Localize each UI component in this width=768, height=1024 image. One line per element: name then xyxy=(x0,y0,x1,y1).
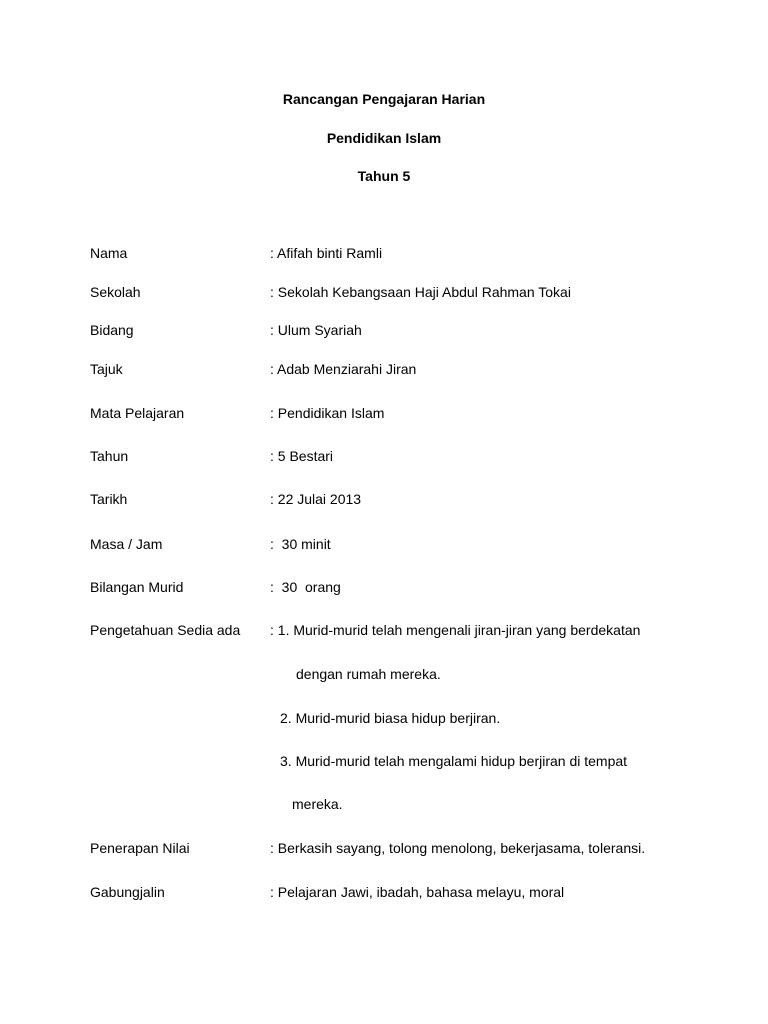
field-value-pengetahuan-item3: 3. Murid-murid telah mengalami hidup berjiran di tempat xyxy=(280,753,628,769)
field-value-tahun: : 5 Bestari xyxy=(270,448,334,464)
field-value-pengetahuan-item1-cont: dengan rumah mereka. xyxy=(296,666,441,682)
document-year: Tahun 5 xyxy=(357,168,411,184)
field-label-mata-pelajaran: Mata Pelajaran xyxy=(90,405,185,421)
field-label-penerapan: Penerapan Nilai xyxy=(90,840,190,856)
document-title: Rancangan Pengajaran Harian xyxy=(282,91,486,107)
field-value-bidang: : Ulum Syariah xyxy=(270,322,362,338)
field-value-pengetahuan-item2: 2. Murid-murid biasa hidup berjiran. xyxy=(280,710,501,726)
field-label-pengetahuan: Pengetahuan Sedia ada xyxy=(90,622,241,638)
field-value-pengetahuan-item1: : 1. Murid-murid telah mengenali jiran-jiran yang berdekatan xyxy=(270,622,641,638)
field-label-tarikh: Tarikh xyxy=(90,491,128,507)
field-label-sekolah: Sekolah xyxy=(90,284,141,300)
field-label-masa: Masa / Jam xyxy=(90,536,163,552)
field-value-tajuk: : Adab Menziarahi Jiran xyxy=(270,361,417,377)
field-label-tajuk: Tajuk xyxy=(90,361,123,377)
field-label-bilangan: Bilangan Murid xyxy=(90,579,184,595)
field-value-gabungjalin: : Pelajaran Jawi, ibadah, bahasa melayu, moral xyxy=(270,884,565,900)
field-value-tarikh: : 22 Julai 2013 xyxy=(270,491,362,507)
field-label-nama: Nama xyxy=(90,245,128,261)
document-subject: Pendidikan Islam xyxy=(326,130,442,146)
field-value-penerapan: : Berkasih sayang, tolong menolong, bekerjasama, toleransi. xyxy=(270,840,646,856)
field-label-bidang: Bidang xyxy=(90,322,134,338)
field-label-gabungjalin: Gabungjalin xyxy=(90,884,165,900)
field-value-sekolah: : Sekolah Kebangsaan Haji Abdul Rahman Tokai xyxy=(270,284,571,300)
field-label-tahun: Tahun xyxy=(90,448,129,464)
field-value-nama: : Afifah binti Ramli xyxy=(270,245,383,261)
field-value-masa: : 30 minit xyxy=(270,536,331,552)
field-value-pengetahuan-item3-cont: mereka. xyxy=(292,796,343,812)
field-value-bilangan: : 30 orang xyxy=(270,579,341,595)
field-value-mata-pelajaran: : Pendidikan Islam xyxy=(270,405,385,421)
